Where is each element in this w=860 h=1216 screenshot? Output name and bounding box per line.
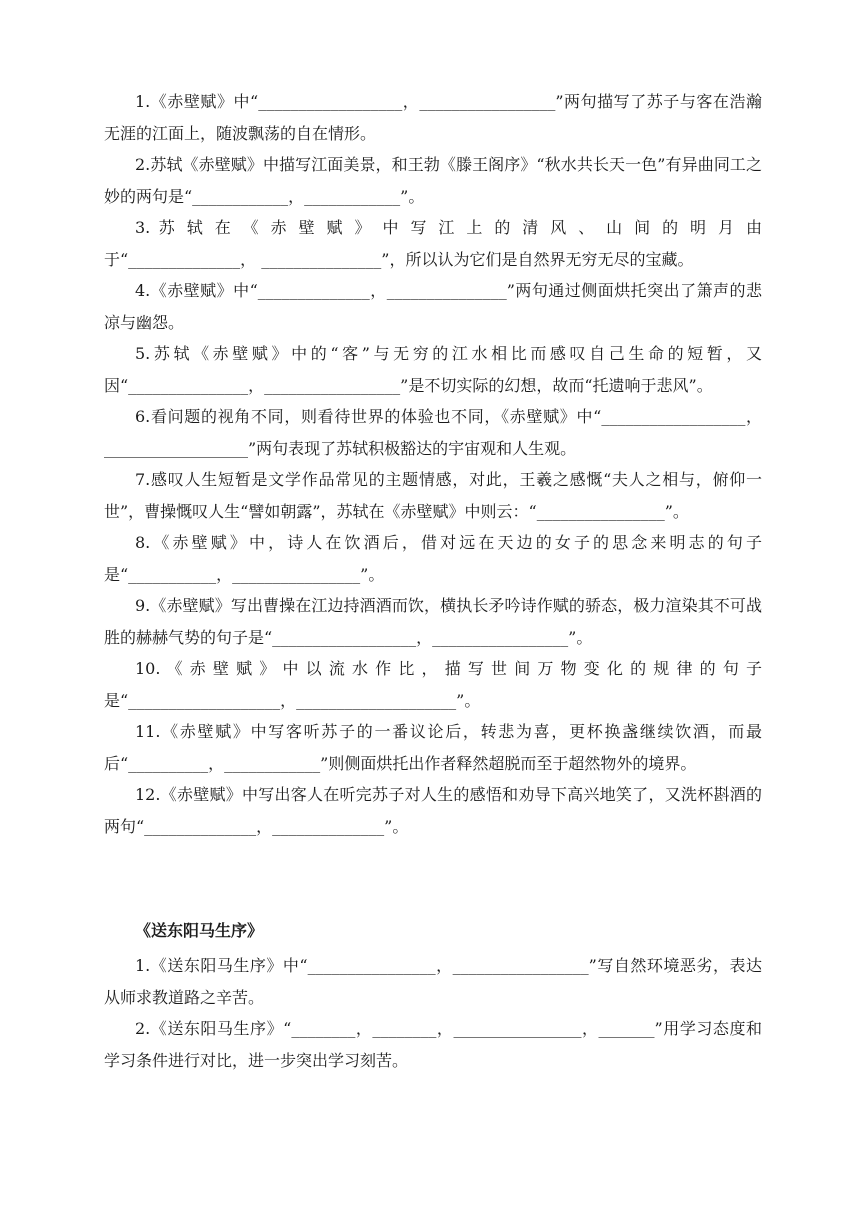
question-3: 3. 苏 轼 在 《 赤 壁 赋 》 中 写 江 上 的 清 风 、 山 间 的 明 月 由 于“______________， _______________”，所以认为它们是自然界无穷无尽的宝藏。 (104, 218, 762, 269)
question-12: 12.《赤壁赋》中写出客人在听完苏子对人生的感悟和劝导下高兴地笑了，又洗杯斟酒的两句“______________，______________”。 (104, 785, 762, 836)
question-list-chibifu (104, 86, 762, 842)
section2-question-1: 1.《送东阳马生序》中“________________，_________________”写自然环境恶劣，表达从师求教道路之辛苦。 (104, 956, 762, 1007)
question-4: 4.《赤壁赋》中“______________，_______________”两句通过侧面烘托突出了箫声的悲凉与幽怨。 (104, 281, 762, 332)
question-1: 1.《赤壁赋》中“__________________，_________________”两句描写了苏子与客在浩瀚无涯的江面上，随波飘荡的自在情形。 (104, 92, 762, 143)
question-list-songdongyang (104, 950, 762, 1076)
question-2: 2.苏轼《赤壁赋》中描写江面美景，和王勃《滕王阁序》“秋水共长天一色”有异曲同工之妙的两句是“____________，____________”。 (104, 155, 762, 206)
section-title-songdongyang: 《送东阳马生序》 (135, 921, 264, 940)
question-11: 11.《赤壁赋》中写客听苏子的一番议论后，转悲为喜，更杯换盏继续饮酒，而最后“__________，____________”则侧面烘托出作者释然超脱而至于超然物外的境界。 (104, 722, 762, 773)
section2-question-2: 2.《送东阳马生序》“________，________，________________，_______”用学习态度和学习条件进行对比，进一步突出学习刻苦。 (104, 1019, 762, 1070)
question-8: 8.《赤壁赋》中，诗人在饮酒后，借对远在天边的女子的思念来明志的句子是“___________，________________”。 (104, 533, 762, 584)
question-6: 6.看问题的视角不同，则看待世界的体验也不同，《赤壁赋》中“__________________，__________________”两句表现了苏轼积极豁达的宇宙观和人生观。 (104, 407, 762, 458)
question-7: 7.感叹人生短暂是文学作品常见的主题情感，对此，王羲之感慨“夫人之相与，俯仰一世”，曹操慨叹人生“譬如朝露”，苏轼在《赤壁赋》中则云：“________________”。 (104, 470, 762, 521)
question-10: 10. 《 赤 壁 赋 》 中 以 流 水 作 比 ， 描 写 世 间 万 物 变 化 的 规 律 的 句 子 是“___________________，____________________”。 (104, 659, 762, 710)
question-5: 5.苏轼《赤壁赋》中的“客”与无穷的江水相比而感叹自己生命的短暂，又因“_______________，_________________”是不切实际的幻想，故而“托遗响于悲风”。 (104, 344, 762, 395)
question-9: 9.《赤壁赋》写出曹操在江边持酒酒而饮，横执长矛吟诗作赋的骄态，极力渲染其不可战胜的赫赫气势的句子是“__________________，_________________”。 (104, 596, 762, 647)
